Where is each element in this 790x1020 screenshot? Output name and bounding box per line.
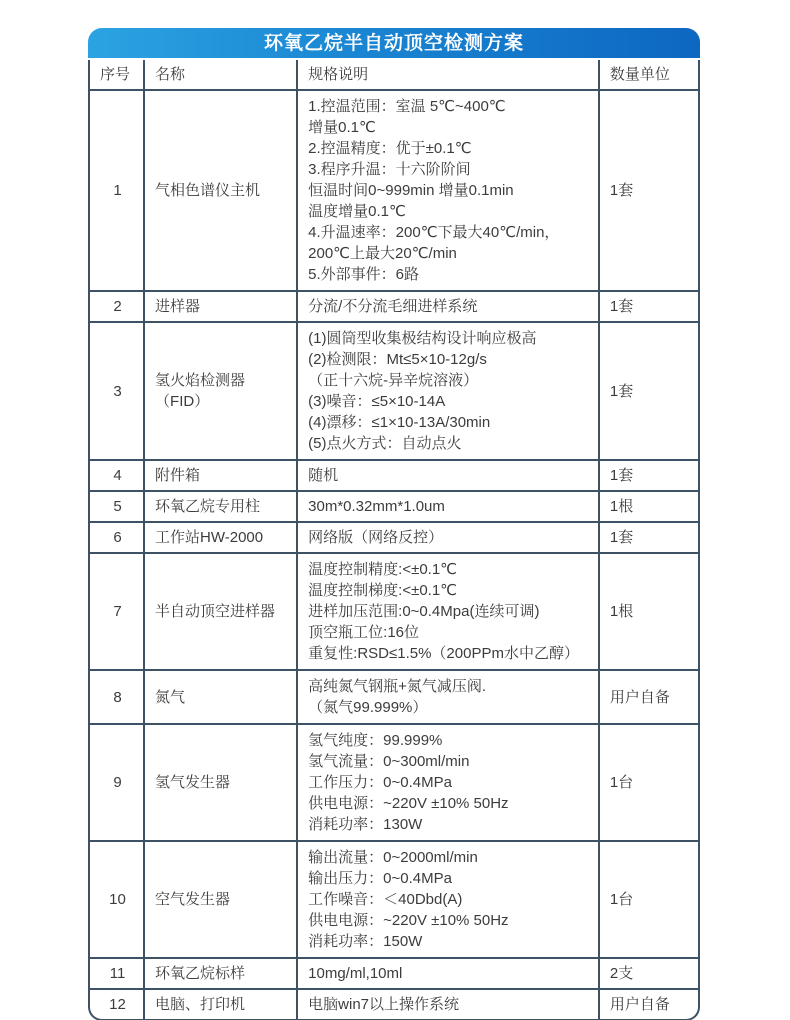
cell-specification: [297, 291, 599, 322]
cell-item-name: 进样器: [144, 291, 297, 322]
cell-quantity: 1套: [599, 460, 698, 491]
header-row: [90, 60, 698, 90]
spec-line: 10mg/ml,10ml: [308, 965, 403, 982]
spec-line: 工作压力：0~0.4MPa: [308, 774, 452, 791]
table-row: [90, 90, 698, 291]
spec-line: 高纯氮气钢瓶+氮气减压阀.: [308, 678, 487, 695]
cell-row-number: 10: [90, 841, 144, 958]
cell-item-name: 氢火焰检测器（FID）: [144, 322, 297, 460]
spec-line: 消耗功率：150W: [308, 933, 423, 950]
cell-item-name: 环氧乙烷标样: [144, 958, 297, 989]
spec-line: （氮气99.999%）: [308, 699, 428, 716]
spec-line: 供电电源：~220V ±10% 50Hz: [308, 795, 509, 812]
cell-specification: [297, 322, 599, 460]
spec-line: 5.外部事件：6路: [308, 266, 420, 283]
table-row: [90, 989, 698, 1019]
spec-line: 网络版（网络反控）: [308, 529, 444, 546]
cell-item-name: 附件箱: [144, 460, 297, 491]
cell-specification: [297, 90, 599, 291]
cell-row-number: 4: [90, 460, 144, 491]
spec-line: (2)检测限：Mt≤5×10-12g/s: [308, 351, 487, 368]
table-row: [90, 491, 698, 522]
cell-specification: [297, 670, 599, 724]
cell-item-name: 氢气发生器: [144, 724, 297, 841]
table-row: [90, 958, 698, 989]
cell-row-number: 9: [90, 724, 144, 841]
table-row: [90, 291, 698, 322]
header-qty: 数量单位: [599, 60, 698, 90]
cell-quantity: 用户自备: [599, 989, 698, 1019]
cell-item-name: 电脑、打印机: [144, 989, 297, 1019]
cell-specification: [297, 491, 599, 522]
cell-specification: [297, 460, 599, 491]
table-row: [90, 322, 698, 460]
header-no: 序号: [90, 60, 144, 90]
table-row: [90, 553, 698, 670]
spec-line: 增量0.1℃: [308, 119, 376, 136]
cell-item-name: 半自动顶空进样器: [144, 553, 297, 670]
cell-quantity: 1根: [599, 491, 698, 522]
cell-quantity: 1套: [599, 522, 698, 553]
header-name: 名称: [144, 60, 297, 90]
spec-line: 进样加压范围:0~0.4Mpa(连续可调): [308, 603, 540, 620]
header-spec: 规格说明: [297, 60, 599, 90]
spec-line: 氢气流量：0~300ml/min: [308, 753, 470, 770]
proposal-card: [88, 28, 700, 1020]
cell-specification: [297, 724, 599, 841]
cell-row-number: 8: [90, 670, 144, 724]
cell-quantity: 1台: [599, 724, 698, 841]
cell-specification: [297, 841, 599, 958]
spec-line: 温度控制梯度:<±0.1℃: [308, 582, 458, 599]
cell-row-number: 5: [90, 491, 144, 522]
spec-line: 200℃上最大20℃/min: [308, 245, 457, 262]
spec-line: 恒温时间0~999min 增量0.1min: [308, 182, 514, 199]
title-bar: [88, 28, 700, 58]
spec-line: 温度控制精度:<±0.1℃: [308, 561, 458, 578]
cell-row-number: 3: [90, 322, 144, 460]
spec-line: 2.控温精度：优于±0.1℃: [308, 140, 472, 157]
spec-line: 1.控温范围：室温 5℃~400℃: [308, 98, 506, 115]
cell-row-number: 12: [90, 989, 144, 1019]
spec-line: (3)噪音：≤5×10-14A: [308, 393, 446, 410]
cell-specification: [297, 958, 599, 989]
spec-line: (4)漂移：≤1×10-13A/30min: [308, 414, 491, 431]
cell-specification: [297, 553, 599, 670]
spec-line: 电脑win7以上操作系统: [308, 996, 460, 1013]
spec-line: 分流/不分流毛细进样系统: [308, 298, 478, 315]
cell-row-number: 1: [90, 90, 144, 291]
spec-line: 供电电源：~220V ±10% 50Hz: [308, 912, 509, 929]
spec-line: 消耗功率：130W: [308, 816, 423, 833]
table-body: [90, 90, 698, 1019]
table-row: [90, 460, 698, 491]
cell-item-name: 工作站HW-2000: [144, 522, 297, 553]
cell-quantity: 1套: [599, 291, 698, 322]
cell-row-number: 7: [90, 553, 144, 670]
table-row: [90, 670, 698, 724]
table-container: [88, 60, 700, 1020]
page-title: 环氧乙烷半自动顶空检测方案: [263, 32, 524, 54]
cell-quantity: 1台: [599, 841, 698, 958]
cell-quantity: 用户自备: [599, 670, 698, 724]
spec-line: (1)圆筒型收集极结构设计响应极高: [308, 330, 537, 347]
cell-item-name: 空气发生器: [144, 841, 297, 958]
cell-specification: [297, 989, 599, 1019]
spec-line: (5)点火方式：自动点火: [308, 435, 462, 452]
table-row: [90, 724, 698, 841]
spec-line: 氢气纯度：99.999%: [308, 732, 443, 749]
cell-row-number: 6: [90, 522, 144, 553]
cell-quantity: 1根: [599, 553, 698, 670]
cell-specification: [297, 522, 599, 553]
cell-quantity: 2支: [599, 958, 698, 989]
spec-line: 输出流量：0~2000ml/min: [308, 849, 478, 866]
spec-line: （正十六烷-异辛烷溶液）: [308, 372, 479, 389]
spec-table: [90, 60, 698, 1019]
cell-item-name: 气相色谱仪主机: [144, 90, 297, 291]
spec-line: 30m*0.32mm*1.0um: [308, 498, 445, 515]
cell-item-name: 环氧乙烷专用柱: [144, 491, 297, 522]
table-header: [90, 60, 698, 90]
spec-line: 3.程序升温：十六阶阶间: [308, 161, 471, 178]
cell-item-name: 氮气: [144, 670, 297, 724]
spec-line: 重复性:RSD≤1.5%（200PPm水中乙醇）: [308, 645, 579, 662]
cell-row-number: 11: [90, 958, 144, 989]
cell-quantity: 1套: [599, 322, 698, 460]
spec-line: 随机: [308, 467, 339, 484]
spec-line: 温度增量0.1℃: [308, 203, 406, 220]
table-row: [90, 841, 698, 958]
spec-line: 4.升温速率：200℃下最大40℃/min，: [308, 224, 560, 241]
spec-line: 顶空瓶工位:16位: [308, 624, 420, 641]
spec-line: 输出压力：0~0.4MPa: [308, 870, 452, 887]
spec-line: 工作噪音：＜40Dbd(A): [308, 891, 463, 908]
table-row: [90, 522, 698, 553]
cell-row-number: 2: [90, 291, 144, 322]
cell-quantity: 1套: [599, 90, 698, 291]
